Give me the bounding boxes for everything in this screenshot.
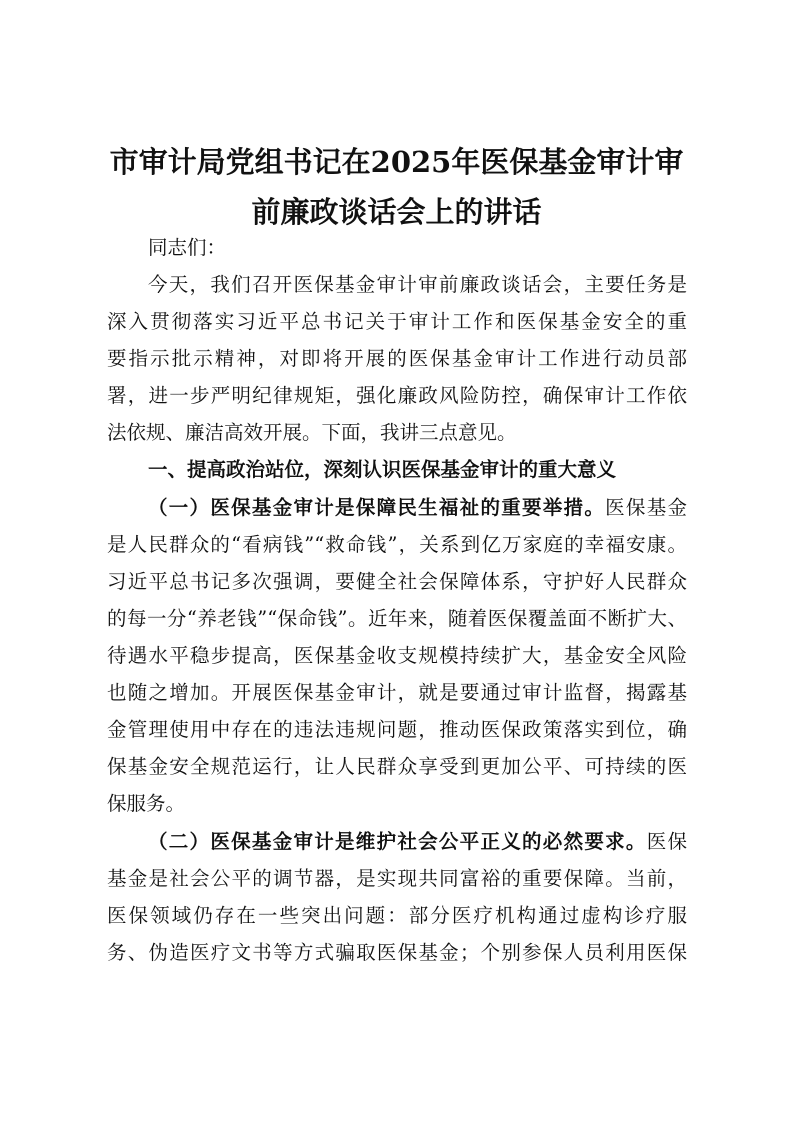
para-1-line-5: 待遇水平稳步提高，医保基金收支规模持续扩大，基金安全风险 [107,644,687,667]
intro-line-3: 要指示批示精神，对即将开展的医保基金审计工作进行动员部 [107,347,687,370]
para-1-line-3: 习近平总书记多次强调，要健全社会保障体系，守护好人民群众 [107,570,687,593]
intro-line-1: 今天，我们召开医保基金审计审前廉政谈话会，主要任务是 [148,273,687,296]
para-1-subheading: （一）医保基金审计是保障民生福祉的重要举措。 [148,496,606,519]
para-1-line-7: 金管理使用中存在的违法违规问题，推动医保政策落实到位，确 [107,718,687,741]
document-title-line-2: 前廉政谈话会上的讲话 [251,195,542,229]
para-2-subheading: （二）医保基金审计是维护社会公平正义的必然要求。 [148,830,647,853]
para-2-head-tail: 医保 [646,830,687,853]
document-title-line-1: 市审计局党组书记在2025年医保基金审计审 [109,145,684,179]
para-1-line-8: 保基金安全规范运行，让人民群众享受到更加公平、可持续的医 [107,755,687,778]
para-2-first-line [148,824,687,860]
para-1-head-tail: 医保基金 [605,496,687,519]
section-1-heading: 一、提高政治站位，深刻认识医保基金审计的重大意义 [148,458,617,481]
para-2-line-4: 务、伪造医疗文书等方式骗取医保基金；个别参保人员利用医保 [107,941,687,964]
para-2-line-2: 基金是社会公平的调节器，是实现共同富裕的重要保障。当前， [107,867,687,890]
intro-line-4: 署，进一步严明纪律规矩，强化廉政风险防控，确保审计工作依 [107,384,687,407]
para-1-line-4: 的每一分“养老钱”“保命钱”。近年来，随着医保覆盖面不断扩大、 [107,607,687,630]
para-1-first-line [148,490,687,526]
salutation: 同志们： [148,236,227,259]
para-1-line-2: 是人民群众的“看病钱”“救命钱”，关系到亿万家庭的幸福安康。 [107,533,687,556]
intro-line-5: 法依规、廉洁高效开展。下面，我讲三点意见。 [107,421,517,444]
para-1-line-9: 保服务。 [107,792,186,815]
para-1-line-6: 也随之增加。开展医保基金审计，就是要通过审计监督，揭露基 [107,681,687,704]
para-2-line-3: 医保领域仍存在一些突出问题：部分医疗机构通过虚构诊疗服 [107,904,687,927]
intro-line-2: 深入贯彻落实习近平总书记关于审计工作和医保基金安全的重 [107,310,687,333]
